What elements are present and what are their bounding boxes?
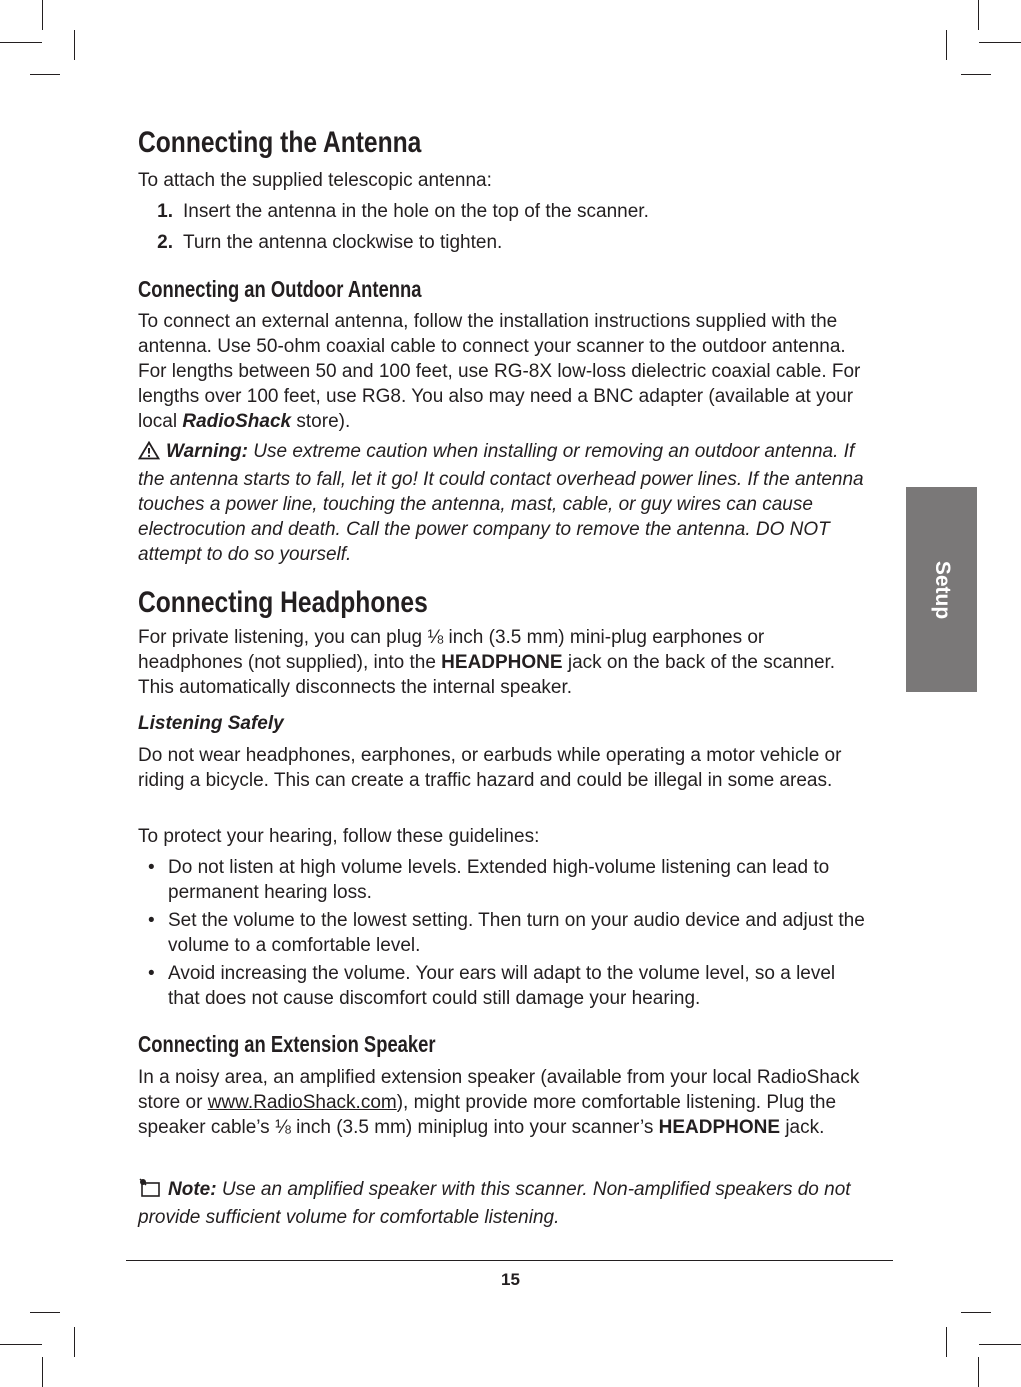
step-item — [138, 230, 502, 255]
bullet-text: Set the volume to the lowest setting. Then turn on your audio device and adjust the volume to a comfortable level. — [168, 910, 865, 956]
crop-mark — [979, 1344, 1021, 1345]
step-item — [138, 199, 649, 224]
section-tab-label: Setup — [930, 560, 954, 619]
text: jack on the back of the scanner. This automatically disconnects the internal speaker. — [138, 652, 836, 698]
outdoor-antenna-paragraph — [138, 309, 873, 434]
text: store). — [291, 411, 351, 432]
crop-mark — [0, 42, 42, 43]
note-label: Note: — [168, 1179, 217, 1200]
crop-mark — [946, 1327, 947, 1357]
crop-mark — [978, 0, 979, 30]
warning-triangle-icon — [138, 441, 160, 467]
headphone-jack-label: HEADPHONE — [658, 1117, 781, 1138]
heading-extension-speaker: Connecting an Extension Speaker — [138, 1031, 436, 1057]
bullet-text: Avoid increasing the volume. Your ears will adapt to the volume level, so a level that does not cause discomfort could still damage your hearing. — [168, 963, 836, 1009]
bullet-text: Do not listen at high volume levels. Extended high-volume listening can lead to permanent hearing loss. — [168, 857, 830, 903]
crop-mark — [979, 42, 1021, 43]
note-text: Use an amplified speaker with this scanner. Non-amplified speakers do not provide sufficient volume for comfortable listening. — [138, 1179, 851, 1228]
subheading-listening-safely: Listening Safely — [138, 713, 284, 734]
page-number: 15 — [501, 1270, 520, 1289]
text: ), might provide more comfortable listening. Plug the speaker cable’s ⅛ inch (3.5 mm) miniplug into your scanner’s — [138, 1092, 837, 1138]
heading-connecting-antenna: Connecting the Antenna — [138, 126, 422, 159]
heading-connecting-headphones: Connecting Headphones — [138, 586, 428, 619]
crop-mark — [74, 30, 75, 60]
intro-text: To attach the supplied telescopic antenna: — [138, 170, 492, 191]
bullet-item: • Set the volume to the lowest setting. Then turn on your audio device and adjust the volume to a comfortable level. — [148, 910, 865, 956]
brand-name: RadioShack — [182, 411, 292, 432]
crop-mark — [30, 74, 60, 75]
text: jack. — [780, 1117, 825, 1138]
crop-mark — [961, 74, 991, 75]
step-number: 2. — [157, 232, 173, 253]
crop-mark — [946, 30, 947, 60]
note-block — [138, 1177, 868, 1230]
radioshack-link[interactable]: www.RadioShack.com — [207, 1092, 397, 1113]
warning-text: Use extreme caution when installing or removing an outdoor antenna. If the antenna starts to fall, let it go! It could contact overhead power lines. If the antenna touches a power line, touching the antenna, mast, cable, or guy wires can cause electrocution and death. Call the power company to remove the antenna. DO NOT attempt to do so yourself. — [138, 441, 864, 565]
crop-mark — [30, 1312, 60, 1313]
crop-mark — [74, 1327, 75, 1357]
text: To connect an external antenna, follow the installation instructions supplied with the antenna. Use 50-ohm coaxial cable to connect your scanner to the outdoor antenna. For lengths between 50 and 100 feet, use RG-8X low-loss dielectric coaxial cable. For lengths over 100 feet, use RG8. You also may need a BNC adapter (available at your local — [138, 311, 861, 432]
safety-paragraph: Do not wear headphones, earphones, or earbuds while operating a motor vehicle or riding a bicycle. This can create a traffic hazard and could be illegal in some areas. — [138, 745, 842, 791]
crop-mark — [42, 0, 43, 30]
warning-block — [138, 439, 873, 567]
step-text: Insert the antenna in the hole on the top of the scanner. — [183, 201, 649, 222]
extension-speaker-paragraph — [138, 1065, 868, 1140]
heading-outdoor-antenna: Connecting an Outdoor Antenna — [138, 276, 422, 302]
footer-rule — [126, 1260, 893, 1261]
headphones-paragraph — [138, 625, 838, 700]
text: In a noisy area, an amplified extension speaker (available from your local RadioShack store or — [138, 1067, 860, 1113]
crop-mark — [0, 1344, 42, 1345]
step-text: Turn the antenna clockwise to tighten. — [183, 232, 503, 253]
crop-mark — [42, 1357, 43, 1387]
headphone-jack-label: HEADPHONE — [441, 652, 563, 673]
text: For private listening, you can plug ⅛ inch (3.5 mm) mini-plug earphones or headphones (not supplied), into the — [138, 627, 765, 673]
bullet-item: • Do not listen at high volume levels. Extended high-volume listening can lead to permanent hearing loss. — [148, 857, 830, 903]
note-pin-icon — [138, 1178, 162, 1205]
section-tab — [906, 487, 977, 692]
crop-mark — [978, 1357, 979, 1387]
bullet-item: • Avoid increasing the volume. Your ears will adapt to the volume level, so a level that does not cause discomfort could still damage your hearing. — [148, 963, 836, 1009]
step-number: 1. — [157, 201, 173, 222]
crop-mark — [961, 1312, 991, 1313]
warning-label: Warning: — [166, 441, 248, 462]
guidelines-intro: To protect your hearing, follow these guidelines: — [138, 826, 540, 847]
